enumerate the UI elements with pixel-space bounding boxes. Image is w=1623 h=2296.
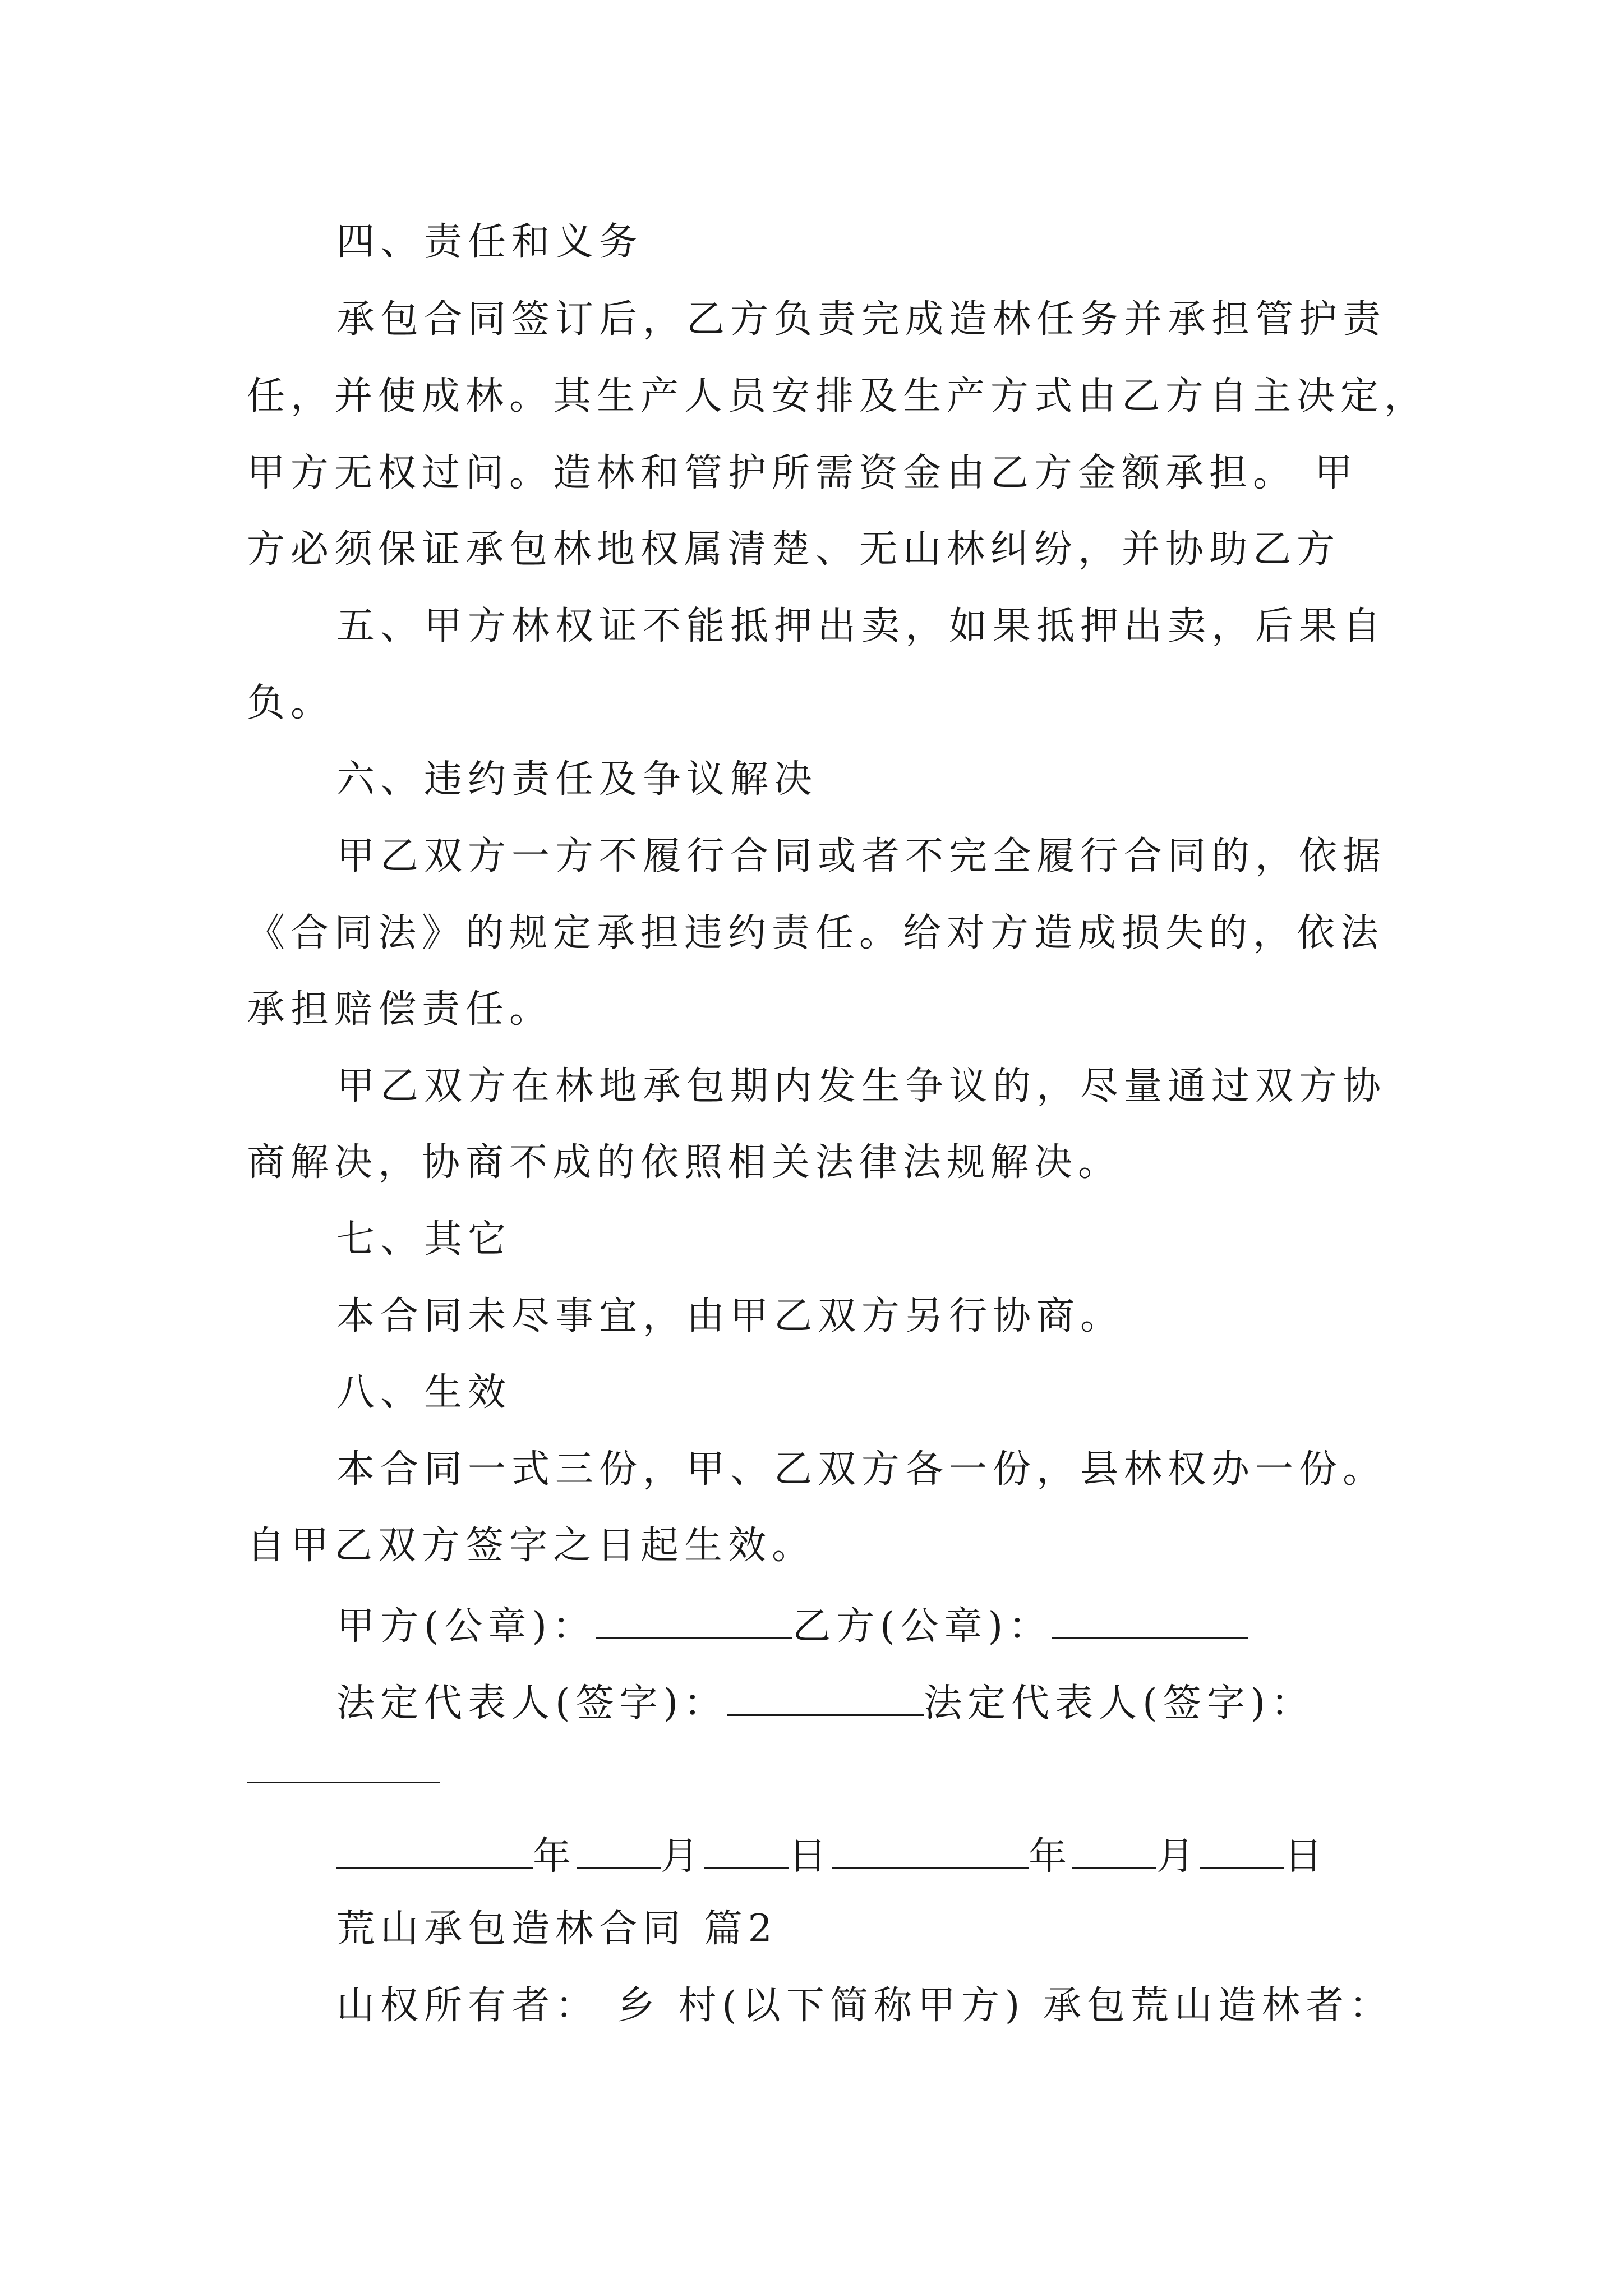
date-a-year-label: 年 bbox=[533, 1834, 577, 1879]
contract-title-2: 荒山承包造林合同 篇2 bbox=[336, 1907, 778, 1951]
paragraph-line: 自甲乙双方签字之日起生效。 bbox=[247, 1524, 816, 1568]
paragraph-line: 《合同法》的规定承担违约责任。给对方造成损失的，依法 bbox=[247, 911, 1385, 955]
date-a-month-blank[interactable] bbox=[577, 1834, 661, 1869]
date-a-day-label: 日 bbox=[789, 1834, 833, 1879]
party-b-seal-blank[interactable] bbox=[1052, 1604, 1248, 1639]
date-b-day-label: 日 bbox=[1284, 1834, 1329, 1879]
paragraph-line: 任，并使成林。其生产人员安排及生产方式由乙方自主决定， bbox=[247, 374, 1428, 418]
section-heading-effect: 八、生效 bbox=[336, 1370, 512, 1415]
paragraph-line: 甲乙双方一方不履行合同或者不完全履行合同的，依据 bbox=[336, 834, 1387, 878]
party-a-seal-blank[interactable] bbox=[596, 1604, 792, 1639]
section-heading-breach: 六、违约责任及争议解决 bbox=[336, 757, 818, 802]
date-b-month-label: 月 bbox=[1156, 1834, 1201, 1879]
paragraph-line: 方必须保证承包林地权属清楚、无山林纠纷，并协助乙方 bbox=[247, 527, 1341, 572]
date-b-year-label: 年 bbox=[1029, 1834, 1073, 1879]
date-b-day-blank[interactable] bbox=[1200, 1834, 1284, 1869]
date-row bbox=[336, 1834, 1329, 1879]
paragraph-line: 负。 bbox=[247, 681, 335, 725]
contract-parties-line: 山权所有者： 乡 村(以下简称甲方) 承包荒山造林者： bbox=[336, 1984, 1393, 2028]
paragraph-line: 甲乙双方在林地承包期内发生争议的，尽量通过双方协 bbox=[336, 1064, 1387, 1108]
rep-b-label: 法定代表人(签字)： bbox=[924, 1681, 1315, 1726]
section-heading-other: 七、其它 bbox=[336, 1217, 512, 1262]
paragraph-line: 承担赔偿责任。 bbox=[247, 987, 554, 1032]
paragraph-line: 承包合同签订后，乙方负责完成造林任务并承担管护责 bbox=[336, 297, 1387, 342]
date-a-month-label: 月 bbox=[661, 1834, 705, 1879]
date-b-year-blank[interactable] bbox=[832, 1834, 1029, 1869]
party-b-seal-label: 乙方(公章)： bbox=[792, 1604, 1053, 1649]
date-a-day-blank[interactable] bbox=[704, 1834, 789, 1869]
date-b-month-blank[interactable] bbox=[1072, 1834, 1156, 1869]
paragraph-line: 本合同未尽事宜，由甲乙双方另行协商。 bbox=[336, 1294, 1124, 1338]
paragraph-line: 本合同一式三份，甲、乙双方各一份，县林权办一份。 bbox=[336, 1447, 1387, 1492]
rep-a-label: 法定代表人(签字)： bbox=[336, 1681, 728, 1726]
signature-party-row bbox=[336, 1604, 1248, 1649]
paragraph-line: 甲方无权过问。造林和管护所需资金由乙方金额承担。 甲 bbox=[247, 451, 1358, 495]
paragraph-line: 五、甲方林权证不能抵押出卖，如果抵押出卖，后果自 bbox=[336, 604, 1387, 648]
paragraph-line: 商解决，协商不成的依照相关法律法规解决。 bbox=[247, 1140, 1122, 1185]
rep-a-blank[interactable] bbox=[727, 1681, 924, 1716]
section-heading-responsibilities: 四、责任和义务 bbox=[336, 220, 643, 264]
signature-rep-row bbox=[336, 1681, 1315, 1726]
rep-b-signature-line[interactable] bbox=[247, 1782, 440, 1783]
party-a-seal-label: 甲方(公章)： bbox=[336, 1604, 597, 1649]
date-a-year-blank[interactable] bbox=[336, 1834, 533, 1869]
